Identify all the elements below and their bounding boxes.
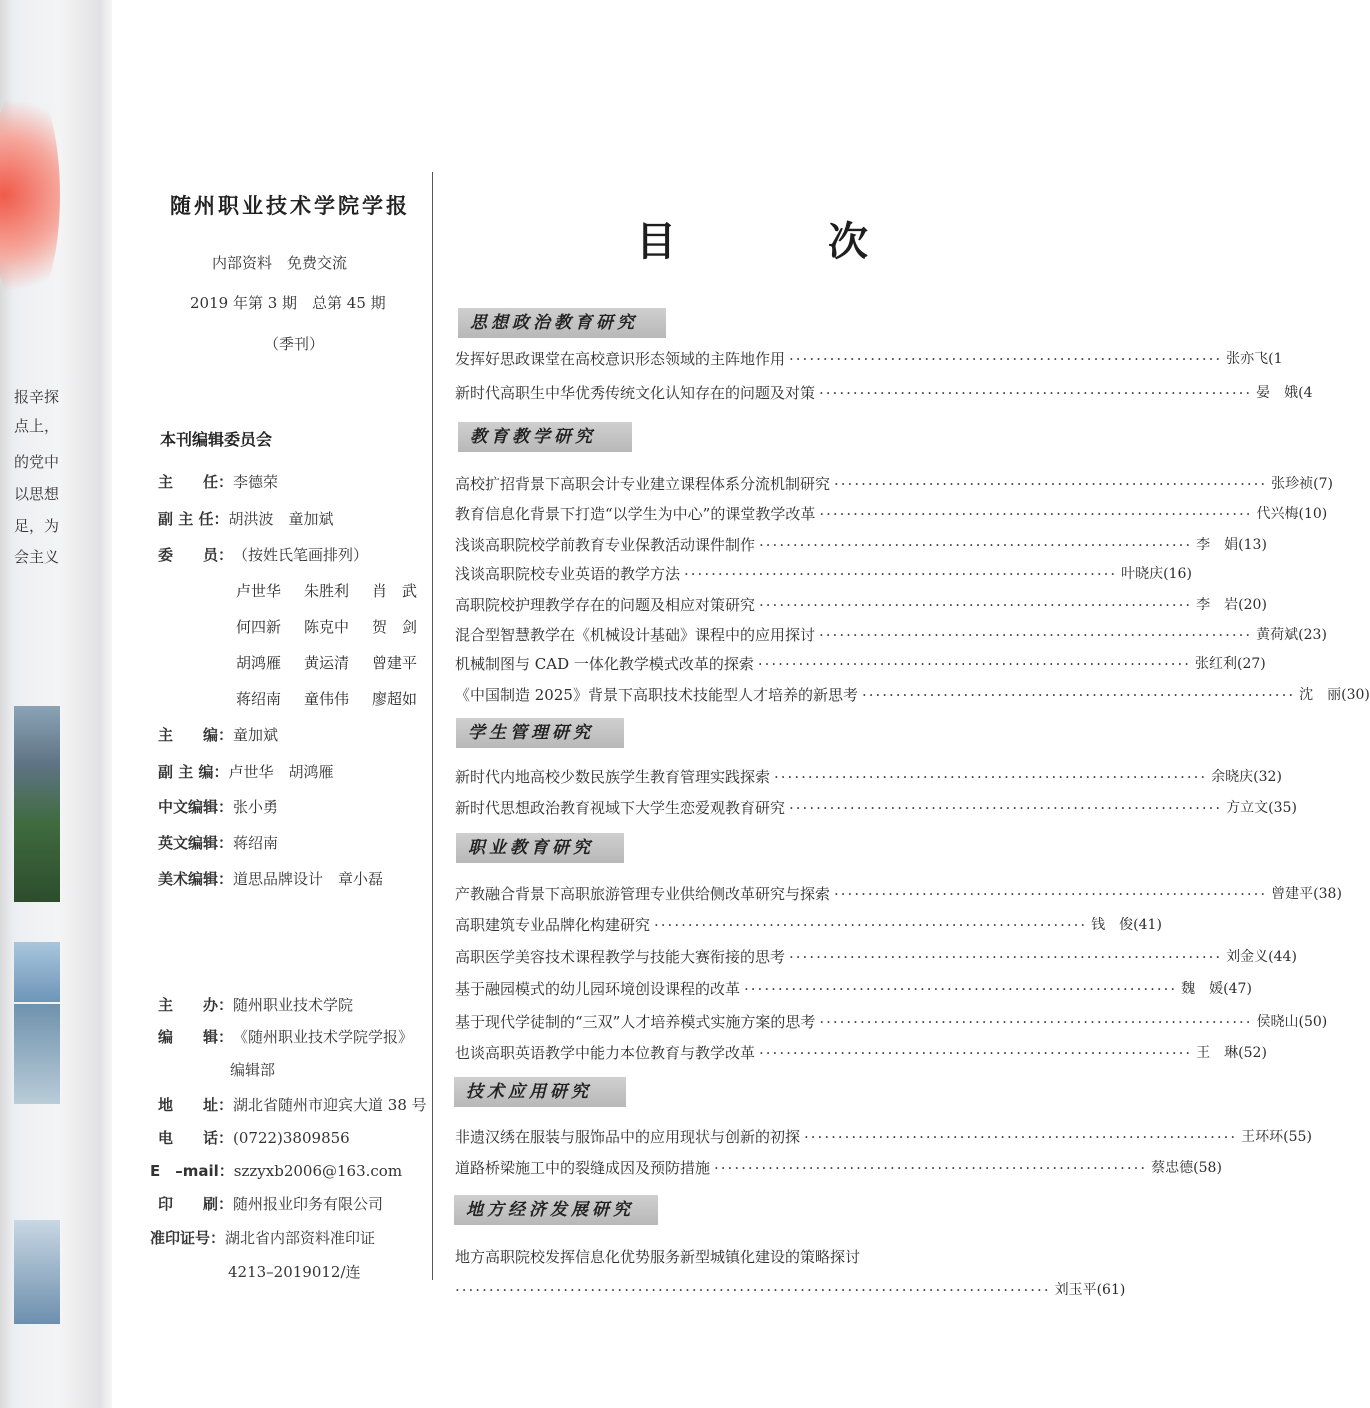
label: 主 办： [158,996,234,1014]
article-author-page: 黄荷斌(23) [1256,627,1327,643]
article-author-page: 侯晓山(50) [1256,1014,1328,1030]
members-row [236,616,440,637]
toc-entry[interactable]: 《中国制造 2025》背景下高职技术技能型人才培养的新思考 ································································ 沈 丽(30) [455,683,1005,707]
publisher-address [158,1093,427,1117]
toc-entry[interactable]: 也谈高职英语教学中能力本位教育与教学改革 ································································ 王 琳(52) [455,1041,1005,1065]
red-graphic [0,80,60,310]
label: E –mail： [150,1162,234,1180]
value: （按姓氏笔画排列） [233,546,369,564]
toc-entry[interactable]: 高职医学美容技术课程教学与技能大赛衔接的思考 ································································ 刘金义(44) [455,945,1005,969]
article-author-page: 王 琳(52) [1196,1045,1267,1061]
section-heading: 思想政治教育研究 [458,308,666,338]
toc-entry[interactable]: 混合型智慧教学在《机械设计基础》课程中的应用探讨 ································································ 黄荷斌(23) [455,623,1005,647]
member-name: 贺 剑 [372,618,418,636]
article-title: 机械制图与 CAD 一体化教学模式改革的探索 [455,655,754,673]
toc-entry[interactable]: 基于融园模式的幼儿园环境创设课程的改革 ································································ 魏 媛(47) [455,977,1005,1001]
label: 英文编辑： [158,834,234,852]
column-divider [432,172,433,1280]
journal-frequency: （季刊） [264,335,325,353]
toc-entry[interactable]: 道路桥梁施工中的裂缝成因及预防措施 ································································ 蔡忠德(58) [455,1156,1005,1180]
article-title: 新时代思想政治教育视域下大学生恋爱观教育研究 [455,799,786,817]
value: 童加斌 [233,726,279,744]
article-title: 高职建筑专业品牌化构建研究 [455,916,651,934]
value: 编辑部 [230,1061,276,1079]
article-author-page: 沈 丽(30) [1299,687,1370,703]
spine-text: 报辛探 [14,388,60,406]
value: 随州职业技术学院 [233,996,354,1014]
label: 准印证号： [150,1229,226,1247]
article-title: 新时代高职生中华优秀传统文化认知存在的问题及对策 [455,384,816,402]
member-name: 胡鸿雁 [236,654,282,672]
value: 胡洪波 童加斌 [228,510,334,528]
spine-text: 以思想 [14,485,60,503]
member-name: 廖超如 [372,690,418,708]
section-heading: 技术应用研究 [454,1077,626,1107]
toc-entry[interactable]: 高校扩招背景下高职会计专业建立课程体系分流机制研究 ································································ 张珍祯(7) [455,472,1005,496]
article-title: 浅谈高职院校专业英语的教学方法 [455,565,681,583]
previous-page-spine [0,0,112,1408]
board-art-editor [158,867,383,891]
value: 道思品牌设计 章小磊 [233,870,384,888]
article-author-page: 钱 俊(41) [1091,917,1162,933]
toc-entry[interactable]: 高职建筑专业品牌化构建研究 ································································ 钱 俊(41) [455,913,1005,937]
value: 湖北省随州市迎宾大道 38 号 [233,1096,427,1114]
section-heading: 学生管理研究 [456,718,624,748]
value: 《随州职业技术学院学报》 [233,1028,414,1046]
article-author-page: 刘金义(44) [1226,949,1297,965]
value: 李德荣 [233,473,279,491]
board-vice-director [158,507,333,531]
members-row [236,688,440,709]
toc-entry[interactable]: 发挥好思政课堂在高校意识形态领域的主阵地作用 ································································ 张亦飞(1 [455,347,1005,371]
section-heading: 地方经济发展研究 [454,1195,658,1225]
article-title: 基于融园模式的幼儿园环境创设课程的改革 [455,980,741,998]
spine-photo [14,1004,60,1104]
value: 湖北省内部资料准印证 [225,1229,376,1247]
publisher-permit-number [228,1260,361,1284]
label: 主 任： [158,473,234,491]
toc-entry[interactable]: 新时代思想政治教育视域下大学生恋爱观教育研究 ································································ 方立文(35) [455,796,1005,820]
label: 印 刷： [158,1195,234,1213]
label: 副 主 任： [158,510,229,528]
label: 美术编辑： [158,870,234,888]
spine-text: 会主义 [14,548,60,566]
spine-text: 点上， [14,417,60,435]
toc-entry[interactable]: 浅谈高职院校专业英语的教学方法 ································································ 叶晓庆(16) [455,562,1005,586]
article-title: 地方高职院校发挥信息化优势服务新型城镇化建设的策略探讨 [455,1248,861,1266]
toc-entry[interactable]: 高职院校护理教学存在的问题及相应对策研究 ································································ 李 岩(20) [455,593,1005,617]
label: 委 员： [158,546,234,564]
article-title: 浅谈高职院校学前教育专业保教活动课件制作 [455,536,756,554]
spine-photo [14,1220,60,1324]
member-name: 肖 武 [372,582,418,600]
publisher-edit [158,1025,413,1049]
label: 编 辑： [158,1028,234,1046]
toc-entry[interactable]: 新时代高职生中华优秀传统文化认知存在的问题及对策 ································································ 晏 娥(4 [455,381,1005,405]
publisher-permit [150,1226,375,1250]
label: 中文编辑： [158,798,234,816]
toc-entry[interactable]: 机械制图与 CAD 一体化教学模式改革的探索 ································································ 张红利(27) [455,652,1005,676]
article-title: 也谈高职英语教学中能力本位教育与教学改革 [455,1044,756,1062]
toc-entry[interactable]: 浅谈高职院校学前教育专业保教活动课件制作 ································································ 李 娟(13) [455,533,1005,557]
article-title: 产教融合背景下高职旅游管理专业供给侧改革研究与探索 [455,885,831,903]
member-name: 黄运清 [304,654,350,672]
spine-photo [14,706,60,902]
board-editor [158,723,278,747]
article-author-page: 李 岩(20) [1196,597,1267,613]
toc-entry[interactable]: 基于现代学徒制的“三双”人才培养模式实施方案的思考 ································································ 侯晓山(50) [455,1010,1005,1034]
article-author-page: 张红利(27) [1195,656,1266,672]
journal-issue: 2019 年第 3 期 总第 45 期 [190,294,386,312]
board-members [158,543,368,567]
member-name: 卢世华 [236,582,282,600]
journal-note: 内部资料 免费交流 [212,254,348,272]
toc-entry[interactable]: 非遗汉绣在服装与服饰品中的应用现状与创新的初探 ································································ 王环环(55) [455,1125,1005,1149]
member-name: 何四新 [236,618,282,636]
member-name: 朱胜利 [304,582,350,600]
article-title: 教育信息化背景下打造“以学生为中心”的课堂教学改革 [455,505,816,523]
board-cn-editor [158,795,278,819]
value: 4213–2019012/连 [228,1263,361,1281]
article-title: 混合型智慧教学在《机械设计基础》课程中的应用探讨 [455,626,816,644]
article-title: 发挥好思政课堂在高校意识形态领域的主阵地作用 [455,350,786,368]
value: (0722)3809856 [233,1129,350,1147]
editorial-board-title: 本刊编辑委员会 [160,430,273,449]
members-row [236,652,440,673]
article-title: 非遗汉绣在服装与服饰品中的应用现状与创新的初探 [455,1128,801,1146]
journal-name: 随州职业技术学院学报 [170,193,410,218]
spine-photo [14,942,60,1002]
toc-entry-continued[interactable]: ························································································ 刘玉平(61) [455,1278,1005,1302]
article-author-page: 张亦飞(1 [1226,351,1283,367]
toc-title: 目 次 [636,219,924,265]
article-author-page: 蔡忠德(58) [1151,1160,1222,1176]
toc-entry[interactable]: 新时代内地高校少数民族学生教育管理实践探索 ································································ 余晓庆(32) [455,765,1005,789]
toc-entry[interactable]: 产教融合背景下高职旅游管理专业供给侧改革研究与探索 ································································ 曾建平(38) [455,882,1005,906]
publisher-email [150,1159,402,1183]
article-title: 道路桥梁施工中的裂缝成因及预防措施 [455,1159,711,1177]
article-title: 《中国制造 2025》背景下高职技术技能型人才培养的新思考 [455,686,858,704]
board-vice-editor [158,760,333,784]
value: 随州报业印务有限公司 [233,1195,384,1213]
label: 电 话： [158,1129,234,1147]
article-author-page: 张珍祯(7) [1271,476,1334,492]
article-author-page: 曾建平(38) [1271,886,1342,902]
publisher-edit-dept [230,1058,275,1082]
article-author-page: 叶晓庆(16) [1121,566,1192,582]
value: 蒋绍南 [233,834,279,852]
members-row [236,580,440,601]
publisher-host [158,993,353,1017]
article-title: 基于现代学徒制的“三双”人才培养模式实施方案的思考 [455,1013,816,1031]
section-heading: 教育教学研究 [458,422,632,452]
article-title: 高职院校护理教学存在的问题及相应对策研究 [455,596,756,614]
article-title: 新时代内地高校少数民族学生教育管理实践探索 [455,768,771,786]
value: szzyxb2006@163.com [233,1162,403,1180]
publisher-printer [158,1192,383,1216]
article-author-page: 魏 媛(47) [1181,981,1252,997]
toc-entry[interactable] [455,1245,1005,1269]
section-heading: 职业教育研究 [456,833,624,863]
value: 张小勇 [233,798,279,816]
spine-text: 的党中 [14,453,60,471]
value: 卢世华 胡鸿雁 [228,763,334,781]
article-author-page: 王环环(55) [1241,1129,1312,1145]
label: 主 编： [158,726,234,744]
article-title: 高校扩招背景下高职会计专业建立课程体系分流机制研究 [455,475,831,493]
toc-entry[interactable]: 教育信息化背景下打造“以学生为中心”的课堂教学改革 ································································ 代兴梅(10) [455,502,1005,526]
article-author-page: 李 娟(13) [1196,537,1267,553]
member-name: 童伟伟 [304,690,350,708]
member-name: 曾建平 [372,654,418,672]
article-title: 高职医学美容技术课程教学与技能大赛衔接的思考 [455,948,786,966]
spine-text: 足，为 [14,517,60,535]
member-name: 蒋绍南 [236,690,282,708]
article-author-page: 晏 娥(4 [1256,385,1313,401]
article-author-page: 余晓庆(32) [1211,769,1282,785]
label: 地 址： [158,1096,234,1114]
member-name: 陈克中 [304,618,350,636]
board-director [158,470,278,494]
article-author-page: 刘玉平(61) [1054,1282,1126,1298]
board-en-editor [158,831,278,855]
article-author-page: 方立文(35) [1226,800,1297,816]
article-author-page: 代兴梅(10) [1256,506,1328,522]
label: 副 主 编： [158,763,229,781]
publisher-phone [158,1126,350,1150]
